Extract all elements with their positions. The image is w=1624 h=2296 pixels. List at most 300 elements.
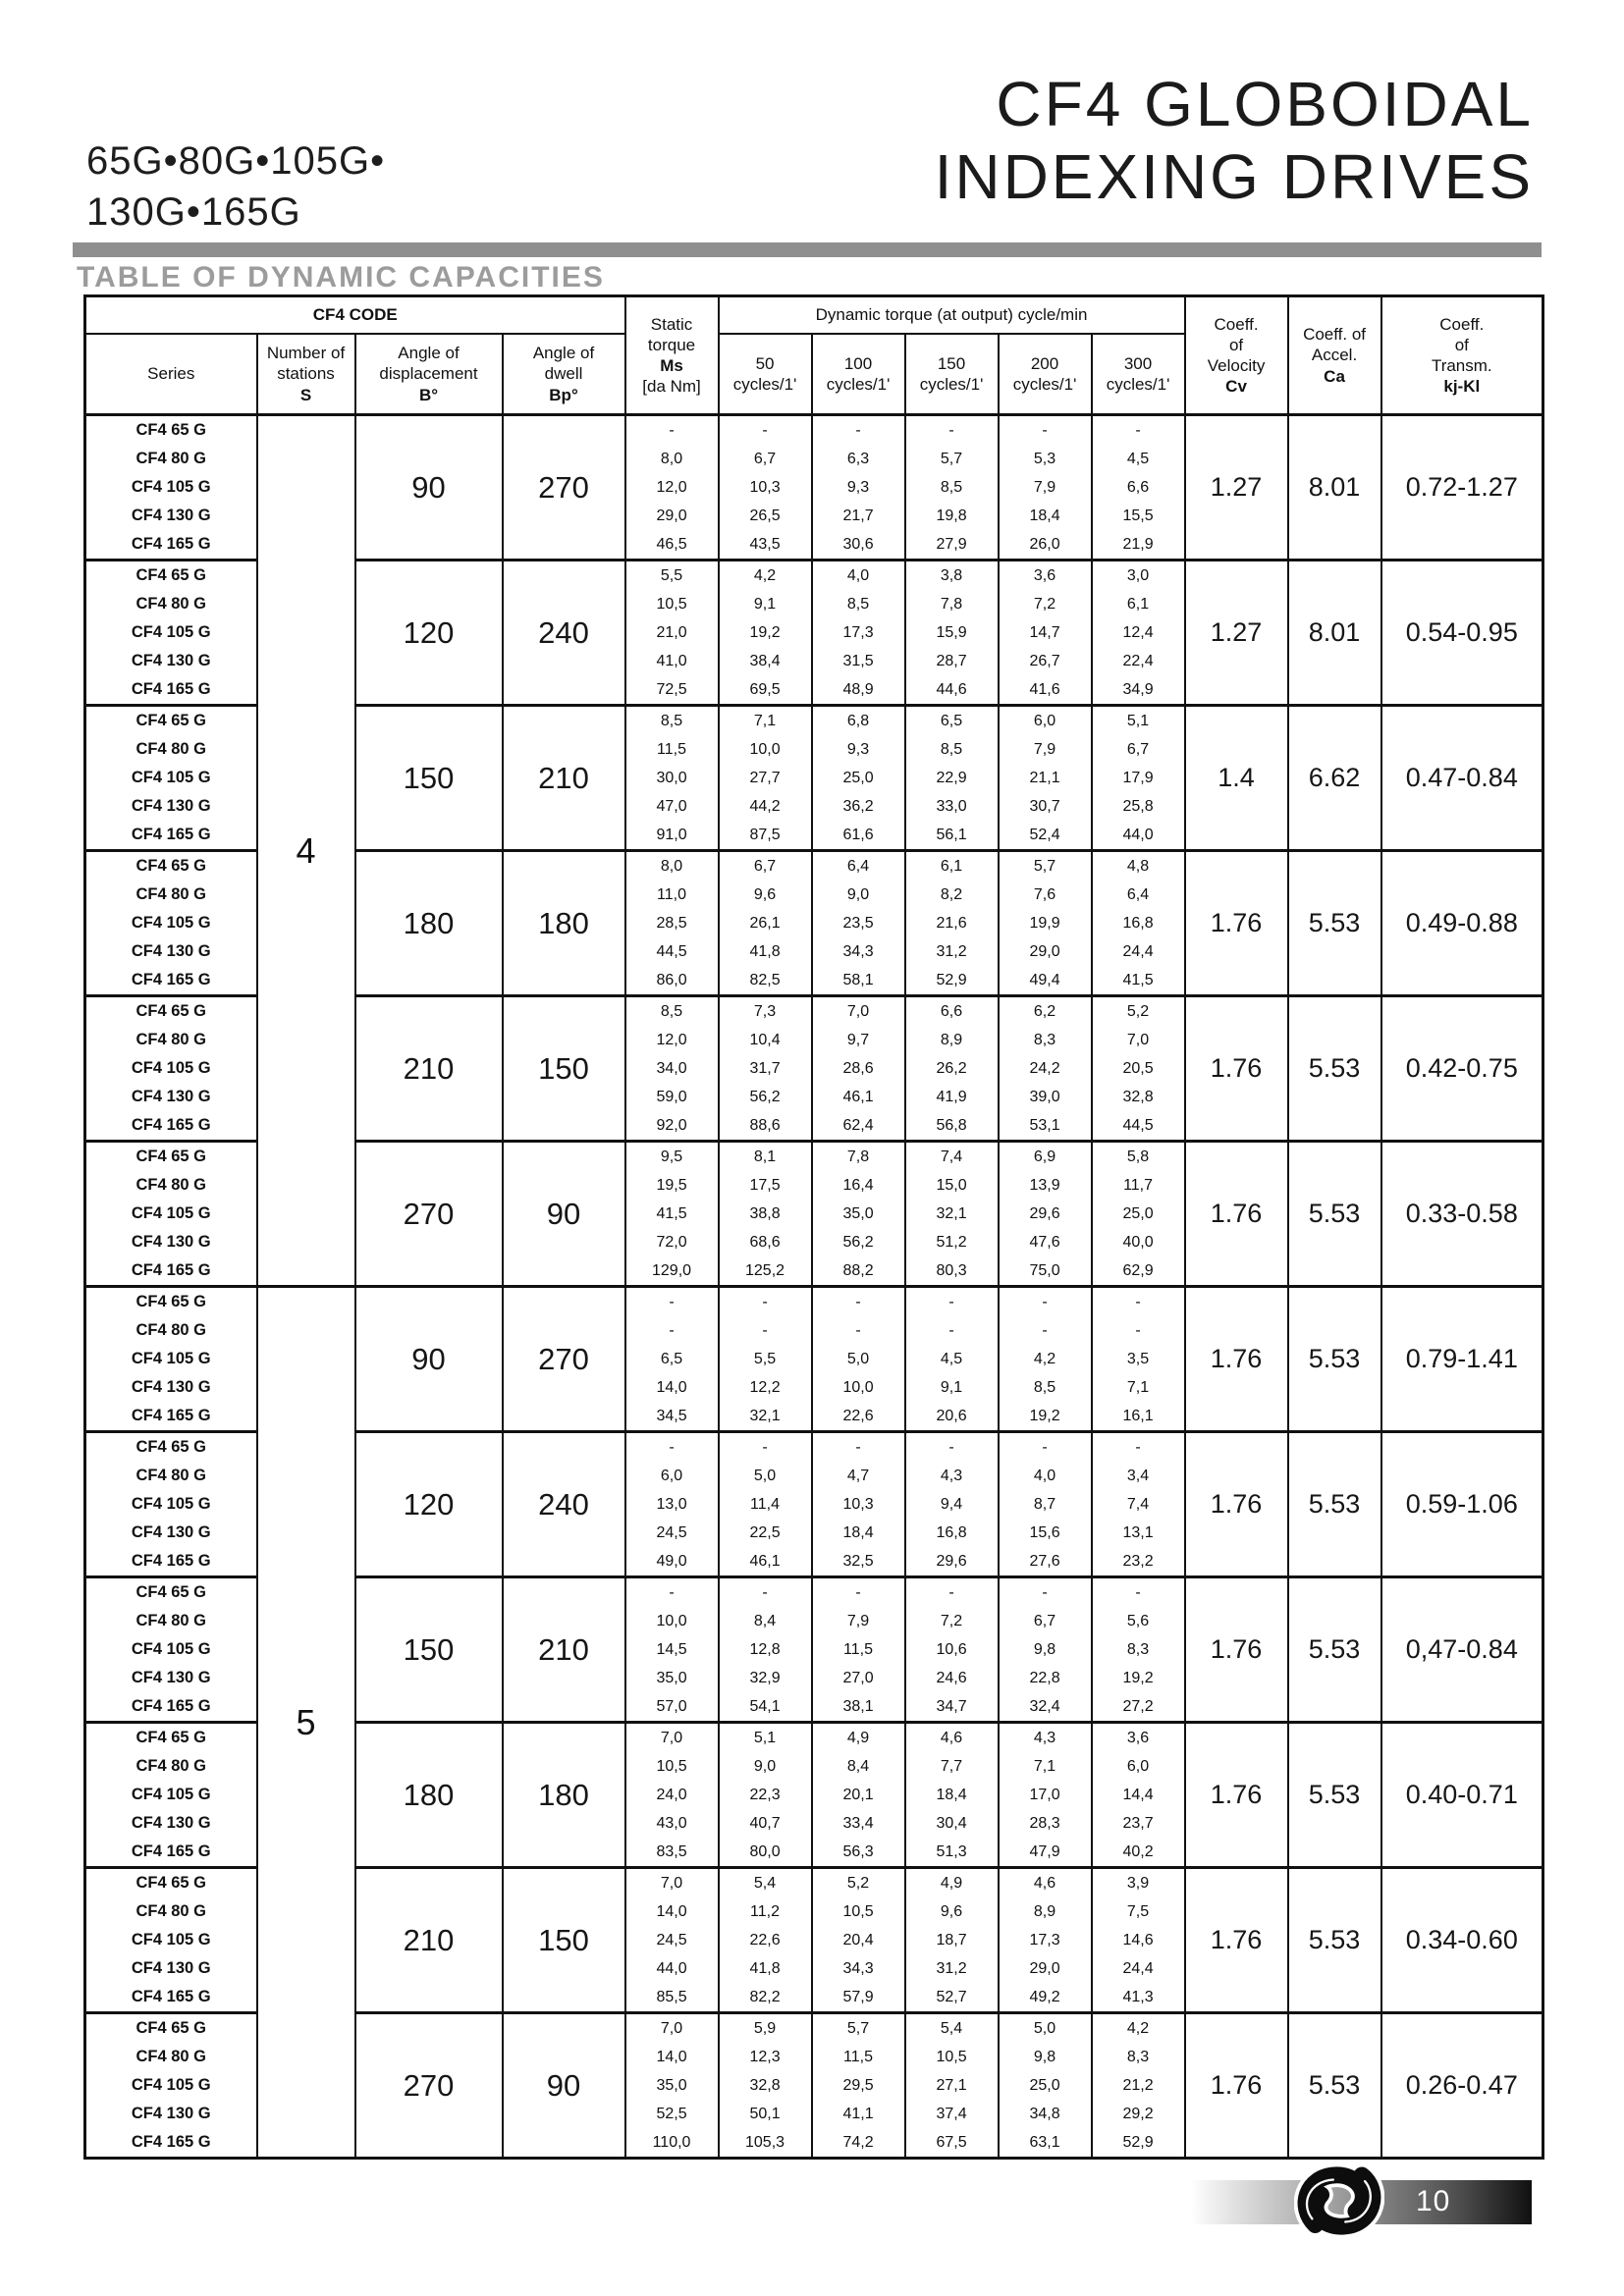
cycle-torque-value: 44,0 xyxy=(1092,821,1185,851)
cycle-torque-value: - xyxy=(905,1287,999,1317)
cycle-torque-value: 10,5 xyxy=(905,2043,999,2071)
cycle-torque-value: 29,5 xyxy=(812,2071,905,2100)
dwell-value: 240 xyxy=(503,1432,625,1577)
static-torque-value: 7,0 xyxy=(625,1868,719,1898)
series-cell: CF4 65 G xyxy=(85,1142,257,1172)
displacement-value: 270 xyxy=(355,1142,503,1287)
cycle-torque-value: 31,2 xyxy=(905,1954,999,1983)
cycle-torque-value: 14,6 xyxy=(1092,1926,1185,1954)
cycle-torque-value: - xyxy=(905,1316,999,1345)
cycle-torque-value: 80,3 xyxy=(905,1256,999,1287)
cycle-torque-value: 5,3 xyxy=(999,445,1092,473)
cycle-torque-value: 33,0 xyxy=(905,792,999,821)
displacement-value: 120 xyxy=(355,561,503,706)
cycle-torque-value: 17,0 xyxy=(999,1781,1092,1809)
cycle-torque-value: 9,0 xyxy=(812,881,905,909)
cycle-torque-value: 5,0 xyxy=(999,2013,1092,2044)
cycle-torque-value: 29,0 xyxy=(999,937,1092,966)
dwell-value: 150 xyxy=(503,1868,625,2013)
page-number: 10 xyxy=(1416,2185,1451,2217)
dwell-value: 150 xyxy=(503,996,625,1142)
cycle-torque-value: 52,4 xyxy=(999,821,1092,851)
cycle-torque-value: 25,0 xyxy=(999,2071,1092,2100)
cycle-torque-value: 16,1 xyxy=(1092,1402,1185,1432)
series-cell: CF4 80 G xyxy=(85,1607,257,1635)
cycle-torque-value: 3,4 xyxy=(1092,1462,1185,1490)
static-torque-value: 8,5 xyxy=(625,706,719,736)
cycle-torque-value: 7,2 xyxy=(999,590,1092,618)
series-cell: CF4 105 G xyxy=(85,2071,257,2100)
static-torque-value: 6,0 xyxy=(625,1462,719,1490)
cycle-torque-value: 7,0 xyxy=(812,996,905,1027)
cycle-torque-value: 30,7 xyxy=(999,792,1092,821)
cycle-torque-value: 21,2 xyxy=(1092,2071,1185,2100)
cycle-torque-value: 21,7 xyxy=(812,502,905,530)
cycle-torque-value: 7,6 xyxy=(999,881,1092,909)
cycle-torque-value: 8,7 xyxy=(999,1490,1092,1519)
cycle-torque-value: 8,3 xyxy=(1092,1635,1185,1664)
coeff-velocity-value: 1.76 xyxy=(1185,1287,1288,1432)
page-title-line1: CF4 GLOBOIDAL xyxy=(996,69,1534,139)
cycle-torque-value: 41,6 xyxy=(999,675,1092,706)
series-cell: CF4 165 G xyxy=(85,966,257,996)
cycle-torque-value: 87,5 xyxy=(719,821,812,851)
cycle-torque-value: 6,6 xyxy=(1092,473,1185,502)
series-cell: CF4 130 G xyxy=(85,1954,257,1983)
model-list-line2: 130G•165G xyxy=(86,190,301,234)
cycle-torque-value: 53,1 xyxy=(999,1111,1092,1142)
cycle-torque-value: 8,5 xyxy=(905,473,999,502)
cycle-torque-value: 9,0 xyxy=(719,1752,812,1781)
coeff-accel-value: 8.01 xyxy=(1288,415,1381,561)
cycle-torque-value: 8,3 xyxy=(999,1026,1092,1054)
cycle-torque-value: 41,5 xyxy=(1092,966,1185,996)
header-dwell: Angle of dwell Bp° xyxy=(503,334,625,415)
series-cell: CF4 105 G xyxy=(85,1781,257,1809)
cycle-torque-value: 11,7 xyxy=(1092,1171,1185,1200)
series-cell: CF4 65 G xyxy=(85,706,257,736)
cycle-torque-value: 29,2 xyxy=(1092,2100,1185,2128)
cycle-torque-value: 32,8 xyxy=(1092,1083,1185,1111)
cycle-torque-value: 5,2 xyxy=(812,1868,905,1898)
cycle-torque-value: 44,2 xyxy=(719,792,812,821)
cycle-torque-value: 31,2 xyxy=(905,937,999,966)
cycle-torque-value: - xyxy=(999,415,1092,446)
cycle-torque-value: 34,8 xyxy=(999,2100,1092,2128)
cycle-torque-value: 14,4 xyxy=(1092,1781,1185,1809)
cycle-torque-value: 10,3 xyxy=(812,1490,905,1519)
cycle-torque-value: 50,1 xyxy=(719,2100,812,2128)
model-list xyxy=(86,135,385,238)
dwell-value: 270 xyxy=(503,415,625,561)
cycle-torque-value: 4,9 xyxy=(905,1868,999,1898)
displacement-value: 270 xyxy=(355,2013,503,2159)
coeff-velocity-value: 1.76 xyxy=(1185,1142,1288,1287)
cycle-torque-value: 88,2 xyxy=(812,1256,905,1287)
series-cell: CF4 65 G xyxy=(85,1723,257,1753)
cycle-torque-value: 39,0 xyxy=(999,1083,1092,1111)
cycle-torque-value: 11,2 xyxy=(719,1897,812,1926)
cycle-torque-value: 6,8 xyxy=(812,706,905,736)
brand-logo-icon xyxy=(1294,2158,1384,2244)
cycle-torque-value: - xyxy=(1092,415,1185,446)
cycle-torque-value: 18,4 xyxy=(999,502,1092,530)
cycle-torque-value: 10,5 xyxy=(812,1897,905,1926)
cycle-torque-value: 23,7 xyxy=(1092,1809,1185,1838)
cycle-torque-value: 8,1 xyxy=(719,1142,812,1172)
coeff-accel-value: 5.53 xyxy=(1288,1577,1381,1723)
cycle-torque-value: 25,0 xyxy=(812,764,905,792)
coeff-accel-value: 5.53 xyxy=(1288,2013,1381,2159)
cycle-torque-value: 32,5 xyxy=(812,1547,905,1577)
cycle-torque-value: 6,6 xyxy=(905,996,999,1027)
cycle-torque-value: 6,4 xyxy=(1092,881,1185,909)
cycle-torque-value: 37,4 xyxy=(905,2100,999,2128)
series-cell: CF4 65 G xyxy=(85,851,257,881)
cycle-torque-value: 80,0 xyxy=(719,1838,812,1868)
static-torque-value: - xyxy=(625,415,719,446)
cycle-torque-value: 5,6 xyxy=(1092,1607,1185,1635)
cycle-torque-value: 28,7 xyxy=(905,647,999,675)
cycle-torque-value: 12,2 xyxy=(719,1373,812,1402)
series-cell: CF4 105 G xyxy=(85,1054,257,1083)
cycle-torque-value: - xyxy=(999,1287,1092,1317)
cycle-torque-value: 27,7 xyxy=(719,764,812,792)
cycle-torque-value: 9,1 xyxy=(719,590,812,618)
cycle-torque-value: 9,8 xyxy=(999,2043,1092,2071)
cycle-torque-value: 29,0 xyxy=(999,1954,1092,1983)
header-coeff-accel: Coeff. of Accel. Ca xyxy=(1288,296,1381,415)
cycle-torque-value: 5,8 xyxy=(1092,1142,1185,1172)
cycle-torque-value: 6,0 xyxy=(1092,1752,1185,1781)
static-torque-value: - xyxy=(625,1287,719,1317)
coeff-velocity-value: 1.27 xyxy=(1185,415,1288,561)
cycle-torque-value: 22,9 xyxy=(905,764,999,792)
cycle-torque-value: 44,6 xyxy=(905,675,999,706)
cycle-torque-value: 32,4 xyxy=(999,1692,1092,1723)
cycle-torque-value: 43,5 xyxy=(719,530,812,561)
cycle-torque-value: 7,4 xyxy=(1092,1490,1185,1519)
coeff-accel-value: 6.62 xyxy=(1288,706,1381,851)
static-torque-value: 49,0 xyxy=(625,1547,719,1577)
cycle-torque-value: 40,0 xyxy=(1092,1228,1185,1256)
coeff-velocity-value: 1.76 xyxy=(1185,1868,1288,2013)
cycle-torque-value: 26,0 xyxy=(999,530,1092,561)
series-cell: CF4 65 G xyxy=(85,996,257,1027)
cycle-torque-value: 5,4 xyxy=(905,2013,999,2044)
series-cell: CF4 165 G xyxy=(85,821,257,851)
series-cell: CF4 65 G xyxy=(85,1577,257,1608)
cycle-torque-value: 27,6 xyxy=(999,1547,1092,1577)
cycle-torque-value: 3,9 xyxy=(1092,1868,1185,1898)
cycle-torque-value: 9,7 xyxy=(812,1026,905,1054)
coeff-accel-value: 5.53 xyxy=(1288,1723,1381,1868)
coeff-velocity-value: 1.76 xyxy=(1185,2013,1288,2159)
series-cell: CF4 165 G xyxy=(85,1547,257,1577)
cycle-torque-value: 7,3 xyxy=(719,996,812,1027)
cycle-torque-value: - xyxy=(999,1432,1092,1463)
cycle-torque-value: 7,5 xyxy=(1092,1897,1185,1926)
cycle-torque-value: 10,6 xyxy=(905,1635,999,1664)
cycle-torque-value: 56,3 xyxy=(812,1838,905,1868)
cycle-torque-value: 22,6 xyxy=(812,1402,905,1432)
cycle-torque-value: 31,7 xyxy=(719,1054,812,1083)
header-stations: Number of stations S xyxy=(257,334,355,415)
displacement-value: 180 xyxy=(355,851,503,996)
cycle-torque-value: 6,7 xyxy=(999,1607,1092,1635)
cycle-torque-value: 8,2 xyxy=(905,881,999,909)
cycle-torque-value: 3,8 xyxy=(905,561,999,591)
cycle-torque-value: 49,4 xyxy=(999,966,1092,996)
cycle-torque-value: 10,4 xyxy=(719,1026,812,1054)
cycle-torque-value: 15,5 xyxy=(1092,502,1185,530)
cycle-torque-value: 5,1 xyxy=(1092,706,1185,736)
coeff-accel-value: 5.53 xyxy=(1288,851,1381,996)
cycle-torque-value: 19,2 xyxy=(999,1402,1092,1432)
cycle-torque-value: 11,5 xyxy=(812,2043,905,2071)
cycle-torque-value: 19,9 xyxy=(999,909,1092,937)
static-torque-value: 35,0 xyxy=(625,2071,719,2100)
cycle-torque-value: 63,1 xyxy=(999,2128,1092,2159)
cycle-torque-value: 5,0 xyxy=(812,1345,905,1373)
header-dynamic-torque-group: Dynamic torque (at output) cycle/min xyxy=(719,296,1185,335)
static-torque-value: 21,0 xyxy=(625,618,719,647)
static-torque-value: 12,0 xyxy=(625,473,719,502)
cycle-torque-value: 41,1 xyxy=(812,2100,905,2128)
coeff-velocity-value: 1.76 xyxy=(1185,851,1288,996)
cycle-torque-value: 19,8 xyxy=(905,502,999,530)
cycle-torque-value: 4,0 xyxy=(999,1462,1092,1490)
coeff-transm-value: 0.47-0.84 xyxy=(1381,706,1543,851)
cycle-torque-value: 6,1 xyxy=(905,851,999,881)
cycle-torque-value: 18,4 xyxy=(905,1781,999,1809)
static-torque-value: 9,5 xyxy=(625,1142,719,1172)
cycle-torque-value: 31,5 xyxy=(812,647,905,675)
static-torque-value: 85,5 xyxy=(625,1983,719,2013)
displacement-value: 210 xyxy=(355,996,503,1142)
cycle-torque-value: 4,7 xyxy=(812,1462,905,1490)
static-torque-value: 10,5 xyxy=(625,590,719,618)
cycle-torque-value: - xyxy=(719,415,812,446)
cycle-torque-value: 32,8 xyxy=(719,2071,812,2100)
cycle-torque-value: - xyxy=(905,415,999,446)
cycle-torque-value: 52,9 xyxy=(905,966,999,996)
cycle-torque-value: 7,8 xyxy=(905,590,999,618)
series-cell: CF4 105 G xyxy=(85,1490,257,1519)
cycle-torque-value: 4,3 xyxy=(999,1723,1092,1753)
cycle-torque-value: 23,2 xyxy=(1092,1547,1185,1577)
cycle-torque-value: 5,5 xyxy=(719,1345,812,1373)
static-torque-value: - xyxy=(625,1577,719,1608)
cycle-torque-value: 51,2 xyxy=(905,1228,999,1256)
coeff-transm-value: 0.33-0.58 xyxy=(1381,1142,1543,1287)
static-torque-value: 34,0 xyxy=(625,1054,719,1083)
series-cell: CF4 165 G xyxy=(85,1983,257,2013)
series-cell: CF4 65 G xyxy=(85,415,257,446)
cycle-torque-value: 88,6 xyxy=(719,1111,812,1142)
cycle-torque-value: 6,3 xyxy=(812,445,905,473)
cycle-torque-value: 9,6 xyxy=(905,1897,999,1926)
cycle-torque-value: - xyxy=(719,1287,812,1317)
coeff-transm-value: 0.34-0.60 xyxy=(1381,1868,1543,2013)
cycle-torque-value: - xyxy=(1092,1287,1185,1317)
cycle-torque-value: 10,0 xyxy=(812,1373,905,1402)
cycle-torque-value: 7,4 xyxy=(905,1142,999,1172)
cycle-torque-value: 8,3 xyxy=(1092,2043,1185,2071)
cycle-torque-value: 22,3 xyxy=(719,1781,812,1809)
coeff-velocity-value: 1.76 xyxy=(1185,1577,1288,1723)
cycle-torque-value: 17,3 xyxy=(812,618,905,647)
series-cell: CF4 130 G xyxy=(85,792,257,821)
displacement-value: 120 xyxy=(355,1432,503,1577)
cycle-torque-value: 32,9 xyxy=(719,1664,812,1692)
cycle-torque-value: 67,5 xyxy=(905,2128,999,2159)
cycle-torque-value: 74,2 xyxy=(812,2128,905,2159)
cycle-torque-value: 5,0 xyxy=(719,1462,812,1490)
cycle-torque-value: 4,9 xyxy=(812,1723,905,1753)
stations-value: 5 xyxy=(257,1287,355,2159)
series-cell: CF4 65 G xyxy=(85,561,257,591)
cycle-torque-value: 8,5 xyxy=(999,1373,1092,1402)
cycle-torque-value: 56,2 xyxy=(719,1083,812,1111)
coeff-transm-value: 0.79-1.41 xyxy=(1381,1287,1543,1432)
cycle-torque-value: 14,7 xyxy=(999,618,1092,647)
cycle-torque-value: 30,6 xyxy=(812,530,905,561)
series-cell: CF4 165 G xyxy=(85,530,257,561)
series-cell: CF4 130 G xyxy=(85,1373,257,1402)
cycle-torque-value: 5,7 xyxy=(812,2013,905,2044)
cycle-torque-value: - xyxy=(905,1432,999,1463)
cycle-torque-value: 5,1 xyxy=(719,1723,812,1753)
coeff-transm-value: 0.54-0.95 xyxy=(1381,561,1543,706)
cycle-torque-value: 47,9 xyxy=(999,1838,1092,1868)
cycle-torque-value: 7,1 xyxy=(719,706,812,736)
header-coeff-velocity: Coeff. of Velocity Cv xyxy=(1185,296,1288,415)
cycle-torque-value: 27,2 xyxy=(1092,1692,1185,1723)
cycle-torque-value: 27,1 xyxy=(905,2071,999,2100)
static-torque-value: 46,5 xyxy=(625,530,719,561)
static-torque-value: 47,0 xyxy=(625,792,719,821)
series-cell: CF4 80 G xyxy=(85,1462,257,1490)
displacement-value: 180 xyxy=(355,1723,503,1868)
cycle-torque-value: 49,2 xyxy=(999,1983,1092,2013)
cycle-torque-value: 7,1 xyxy=(999,1752,1092,1781)
cycle-torque-value: 3,0 xyxy=(1092,561,1185,591)
cycle-torque-value: 8,5 xyxy=(812,590,905,618)
cycle-torque-value: 41,8 xyxy=(719,937,812,966)
static-torque-value: 44,5 xyxy=(625,937,719,966)
cycle-torque-value: 40,2 xyxy=(1092,1838,1185,1868)
cycle-torque-value: 6,1 xyxy=(1092,590,1185,618)
cycle-torque-value: 47,6 xyxy=(999,1228,1092,1256)
cycle-torque-value: 6,7 xyxy=(719,851,812,881)
dwell-value: 240 xyxy=(503,561,625,706)
cycle-torque-value: 6,2 xyxy=(999,996,1092,1027)
series-cell: CF4 130 G xyxy=(85,1664,257,1692)
cycle-torque-value: 75,0 xyxy=(999,1256,1092,1287)
cycle-torque-value: 21,9 xyxy=(1092,530,1185,561)
cycle-torque-value: 10,3 xyxy=(719,473,812,502)
cycle-torque-value: 28,6 xyxy=(812,1054,905,1083)
static-torque-value: 72,5 xyxy=(625,675,719,706)
cycle-torque-value: - xyxy=(719,1577,812,1608)
cycle-torque-value: 58,1 xyxy=(812,966,905,996)
cycle-torque-value: 38,1 xyxy=(812,1692,905,1723)
dwell-value: 90 xyxy=(503,2013,625,2159)
cycle-torque-value: 16,4 xyxy=(812,1171,905,1200)
coeff-accel-value: 5.53 xyxy=(1288,996,1381,1142)
cycle-torque-value: 16,8 xyxy=(905,1519,999,1547)
cycle-torque-value: 48,9 xyxy=(812,675,905,706)
cycle-torque-value: 29,6 xyxy=(999,1200,1092,1228)
cycle-torque-value: 22,8 xyxy=(999,1664,1092,1692)
series-cell: CF4 165 G xyxy=(85,1402,257,1432)
cycle-torque-value: 4,3 xyxy=(905,1462,999,1490)
series-cell: CF4 130 G xyxy=(85,1228,257,1256)
header-cycles-150: 150 cycles/1' xyxy=(905,334,999,415)
series-cell: CF4 165 G xyxy=(85,1838,257,1868)
dynamic-capacities-table xyxy=(83,294,1544,2160)
coeff-accel-value: 5.53 xyxy=(1288,1287,1381,1432)
coeff-transm-value: 0.59-1.06 xyxy=(1381,1432,1543,1577)
cycle-torque-value: - xyxy=(812,1577,905,1608)
displacement-value: 90 xyxy=(355,1287,503,1432)
series-cell: CF4 80 G xyxy=(85,1316,257,1345)
cycle-torque-value: 32,1 xyxy=(719,1402,812,1432)
cycle-torque-value: 44,5 xyxy=(1092,1111,1185,1142)
static-torque-value: 10,5 xyxy=(625,1752,719,1781)
cycle-torque-value: 20,5 xyxy=(1092,1054,1185,1083)
series-cell: CF4 130 G xyxy=(85,502,257,530)
cycle-torque-value: 4,6 xyxy=(999,1868,1092,1898)
cycle-torque-value: 6,5 xyxy=(905,706,999,736)
cycle-torque-value: 62,9 xyxy=(1092,1256,1185,1287)
cycle-torque-value: 105,3 xyxy=(719,2128,812,2159)
cycle-torque-value: 56,2 xyxy=(812,1228,905,1256)
static-torque-value: 8,5 xyxy=(625,996,719,1027)
header-series: Series xyxy=(85,334,257,415)
cycle-torque-value: 4,0 xyxy=(812,561,905,591)
series-cell: CF4 130 G xyxy=(85,1809,257,1838)
cycle-torque-value: - xyxy=(719,1432,812,1463)
static-torque-value: 14,5 xyxy=(625,1635,719,1664)
cycle-torque-value: 23,5 xyxy=(812,909,905,937)
cycle-torque-value: 12,8 xyxy=(719,1635,812,1664)
cycle-torque-value: 38,8 xyxy=(719,1200,812,1228)
cycle-torque-value: 29,6 xyxy=(905,1547,999,1577)
cycle-torque-value: 4,6 xyxy=(905,1723,999,1753)
static-torque-value: 72,0 xyxy=(625,1228,719,1256)
cycle-torque-value: 6,0 xyxy=(999,706,1092,736)
cycle-torque-value: 62,4 xyxy=(812,1111,905,1142)
header-displacement: Angle of displacement B° xyxy=(355,334,503,415)
displacement-value: 150 xyxy=(355,706,503,851)
cycle-torque-value: 17,5 xyxy=(719,1171,812,1200)
static-torque-value: 24,0 xyxy=(625,1781,719,1809)
static-torque-value: 43,0 xyxy=(625,1809,719,1838)
coeff-accel-value: 8.01 xyxy=(1288,561,1381,706)
cycle-torque-value: 54,1 xyxy=(719,1692,812,1723)
cycle-torque-value: 56,8 xyxy=(905,1111,999,1142)
cycle-torque-value: 40,7 xyxy=(719,1809,812,1838)
static-torque-value: 11,5 xyxy=(625,735,719,764)
coeff-velocity-value: 1.76 xyxy=(1185,1723,1288,1868)
cycle-torque-value: 5,7 xyxy=(999,851,1092,881)
static-torque-value: 13,0 xyxy=(625,1490,719,1519)
static-torque-value: 12,0 xyxy=(625,1026,719,1054)
static-torque-value: 19,5 xyxy=(625,1171,719,1200)
series-cell: CF4 65 G xyxy=(85,2013,257,2044)
